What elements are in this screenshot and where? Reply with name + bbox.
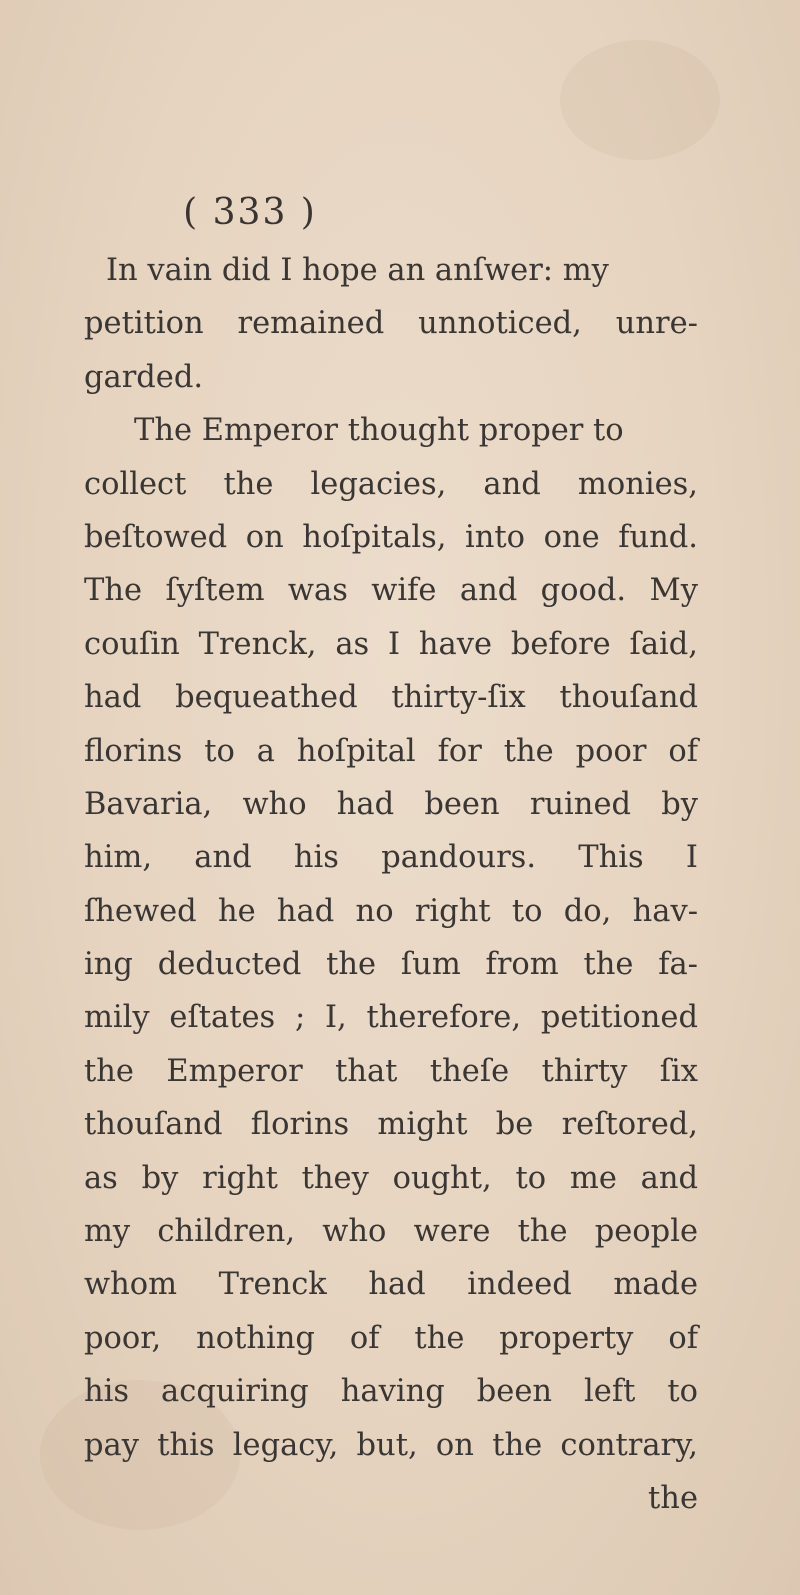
text-line: his acquiring having been left to [84, 1374, 698, 1410]
text-line: thouſand florins might be reſtored, [84, 1107, 698, 1143]
text-line: The Emperor thought proper to [134, 413, 624, 449]
paper-stain [560, 40, 720, 160]
text-line: ſhewed he had no right to do, hav- [84, 893, 698, 929]
text-line: ing deducted the ſum from the fa- [84, 947, 698, 983]
page-number: ( 333 ) [183, 192, 317, 233]
text-line: beſtowed on hoſpitals, into one fund. [84, 519, 698, 555]
text-line: my children, who were the people [84, 1214, 698, 1250]
catchword: the [648, 1480, 698, 1516]
text-line: In vain did I hope an anſwer: my [106, 253, 609, 288]
body-text [84, 244, 698, 1525]
text-line: as by right they ought, to me and [84, 1160, 698, 1196]
text-line: mily eſtates ; I, therefore, petitioned [84, 1000, 698, 1036]
text-line: The ſyſtem was wife and good. My [84, 573, 698, 609]
text-line: Bavaria, who had been ruined by [84, 786, 698, 822]
text-line: him, and his pandours. This I [84, 840, 698, 876]
text-line: couſin Trenck, as I have before ſaid, [84, 626, 698, 662]
text-line: poor, nothing of the property of [84, 1320, 698, 1356]
text-line: florins to a hoſpital for the poor of [84, 733, 698, 769]
text-line: collect the legacies, and monies, [84, 466, 698, 502]
text-line: had bequeathed thirty-ſix thouſand [84, 680, 698, 716]
text-line: pay this legacy, but, on the contrary, [84, 1427, 698, 1463]
text-line: garded. [84, 359, 204, 395]
text-line: whom Trenck had indeed made [84, 1267, 698, 1303]
text-line: petition remained unnoticed, unre- [84, 306, 698, 342]
text-line: the Emperor that theſe thirty ſix [84, 1053, 698, 1089]
